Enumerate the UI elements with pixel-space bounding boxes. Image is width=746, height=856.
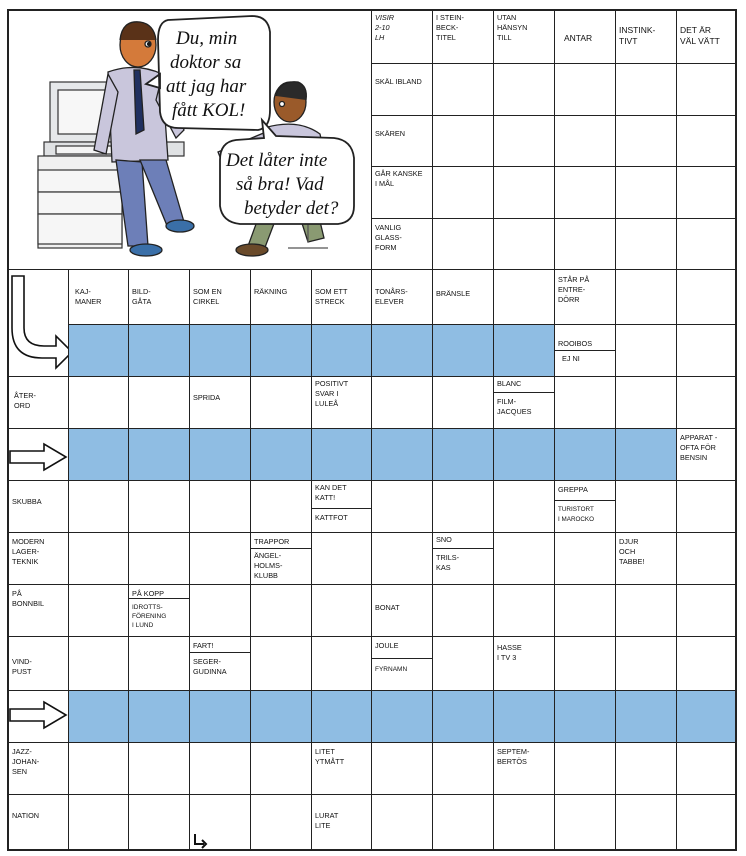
speech-doctor-line-3: att jag har bbox=[166, 76, 247, 97]
grid-cell[interactable] bbox=[615, 324, 677, 377]
clue-turistort: TURISTORT I MAROCKO bbox=[558, 506, 595, 523]
grid-cell[interactable] bbox=[128, 794, 190, 851]
grid-cell[interactable] bbox=[554, 690, 616, 743]
clue-djur-och-tabbe: DJUR OCH TABBE! bbox=[619, 537, 645, 566]
clue-fyrnamn: FYRNAMN bbox=[375, 666, 408, 673]
clue-kajmaner: KAJ- MANER bbox=[75, 287, 102, 306]
grid-cell[interactable] bbox=[432, 428, 494, 481]
clue-septembertos: SEPTEM- BERTÖS bbox=[497, 747, 530, 766]
grid-cell[interactable] bbox=[615, 63, 677, 116]
speech-doctor-line-2: doktor sa bbox=[170, 52, 242, 73]
separator-greppa bbox=[554, 500, 615, 501]
clue-sno: SNO bbox=[436, 535, 452, 544]
clue-visir: VISIR 2-10 LH bbox=[375, 13, 395, 42]
grid-cell[interactable] bbox=[311, 324, 372, 377]
clue-skubba: SKUBBA bbox=[12, 497, 42, 506]
grid-cell[interactable] bbox=[68, 324, 129, 377]
grid-cell[interactable] bbox=[432, 63, 494, 116]
grid-cell[interactable] bbox=[250, 428, 312, 481]
separator-pa-kopp bbox=[128, 598, 189, 599]
separator-sno bbox=[432, 548, 493, 549]
grid-cell[interactable] bbox=[311, 428, 372, 481]
speech-doctor-line-1: Du, min bbox=[176, 28, 238, 49]
grid-cell[interactable] bbox=[432, 218, 494, 270]
grid-cell[interactable] bbox=[128, 480, 190, 533]
grid-cell[interactable] bbox=[432, 324, 494, 377]
grid-cell[interactable] bbox=[615, 269, 677, 325]
grid-cell[interactable] bbox=[189, 532, 251, 585]
grid-cell[interactable] bbox=[68, 480, 129, 533]
grid-cell[interactable] bbox=[554, 63, 616, 116]
clue-rooibos: ROOIBOS bbox=[558, 339, 593, 348]
grid-cell[interactable] bbox=[311, 532, 372, 585]
clue-jazzjohansen: JAZZ- JOHAN- SEN bbox=[12, 747, 40, 776]
clue-kan-det-katt: KAN DET KATT! bbox=[315, 483, 347, 502]
clue-segergudinna: SEGER- GUDINNA bbox=[193, 657, 227, 676]
clue-pa-kopp: PÅ KOPP bbox=[132, 589, 165, 598]
grid-cell[interactable] bbox=[432, 794, 494, 851]
grid-cell[interactable] bbox=[676, 376, 737, 429]
grid-cell[interactable] bbox=[554, 636, 616, 691]
grid-cell[interactable] bbox=[554, 376, 616, 429]
grid-cell[interactable] bbox=[371, 324, 433, 377]
clue-antar: ANTAR bbox=[564, 33, 593, 43]
clue-som-en-cirkel: SOM EN CIRKEL bbox=[193, 287, 222, 306]
clue-vanlig-glassform: VANLIG GLASS- FORM bbox=[375, 223, 402, 252]
grid-cell[interactable] bbox=[432, 480, 494, 533]
grid-cell[interactable] bbox=[615, 376, 677, 429]
grid-cell[interactable] bbox=[371, 742, 433, 795]
grid-cell[interactable] bbox=[493, 63, 555, 116]
grid-cell[interactable] bbox=[493, 115, 555, 167]
grid-cell[interactable] bbox=[676, 636, 737, 691]
grid-cell[interactable] bbox=[250, 742, 312, 795]
clue-pa-bonnbil: PÅ BONNBIL bbox=[12, 589, 45, 608]
grid-cell[interactable] bbox=[676, 584, 737, 637]
grid-cell[interactable] bbox=[493, 584, 555, 637]
grid-cell[interactable] bbox=[554, 794, 616, 851]
grid-cell[interactable] bbox=[493, 690, 555, 743]
grid-cell[interactable] bbox=[128, 636, 190, 691]
grid-cell[interactable] bbox=[128, 324, 190, 377]
clue-utan-hansyn: UTAN HÄNSYN TILL bbox=[497, 13, 528, 42]
clue-positivt-svar: POSITIVT SVAR I LULEÅ bbox=[315, 379, 349, 408]
grid-cell[interactable] bbox=[68, 428, 129, 481]
grid-cell[interactable] bbox=[128, 428, 190, 481]
grid-cell[interactable] bbox=[250, 480, 312, 533]
grid-cell[interactable] bbox=[676, 324, 737, 377]
clue-bildgata: BILD- GÅTA bbox=[132, 287, 152, 306]
clue-joule: JOULE bbox=[375, 641, 399, 650]
clue-star-pa-entredorr: STÅR PÅ ENTRE- DÖRR bbox=[558, 275, 590, 304]
grid-cell[interactable] bbox=[68, 376, 129, 429]
grid-cell[interactable] bbox=[615, 166, 677, 219]
clue-filmjacques: FILM- JACQUES bbox=[497, 397, 532, 416]
grid-cell[interactable] bbox=[676, 166, 737, 219]
speech-doctor-line-4: fått KOL! bbox=[172, 100, 246, 121]
grid-cell[interactable] bbox=[676, 63, 737, 116]
grid-cell[interactable] bbox=[676, 115, 737, 167]
grid-cell[interactable] bbox=[68, 532, 129, 585]
grid-cell[interactable] bbox=[432, 742, 494, 795]
grid-cell[interactable] bbox=[615, 636, 677, 691]
grid-cell[interactable] bbox=[68, 636, 129, 691]
speech-reply-line-2: så bra! Vad bbox=[236, 174, 324, 195]
grid-cell[interactable] bbox=[189, 584, 251, 637]
grid-cell[interactable] bbox=[128, 376, 190, 429]
clue-litet-ytmatt: LITET YTMÅTT bbox=[315, 747, 345, 766]
clue-kattfot: KATTFOT bbox=[315, 513, 348, 522]
grid-cell[interactable] bbox=[311, 690, 372, 743]
grid-cell[interactable] bbox=[432, 690, 494, 743]
grid-cell[interactable] bbox=[432, 636, 494, 691]
clue-sprida: SPRIDA bbox=[193, 393, 221, 402]
clue-apparat: APPARAT - OFTA FÖR BENSIN bbox=[680, 433, 718, 462]
clue-lurat-lite: LURAT LITE bbox=[315, 811, 339, 830]
grid-cell[interactable] bbox=[676, 218, 737, 270]
grid-cell[interactable] bbox=[189, 324, 251, 377]
grid-cell[interactable] bbox=[68, 742, 129, 795]
grid-cell[interactable] bbox=[493, 218, 555, 270]
grid-cell[interactable] bbox=[68, 794, 129, 851]
clue-blanc: BLANC bbox=[497, 379, 522, 388]
grid-cell[interactable] bbox=[311, 584, 372, 637]
clue-skal-ibland: SKÄL IBLAND bbox=[375, 77, 422, 86]
grid-cell[interactable] bbox=[554, 532, 616, 585]
clue-ej-ni: EJ NI bbox=[562, 354, 580, 363]
grid-cell[interactable] bbox=[432, 584, 494, 637]
separator-blanc bbox=[493, 392, 554, 393]
clue-gar-kanske-i-mal: GÅR KANSKE I MÅL bbox=[375, 169, 423, 188]
grid-cell[interactable] bbox=[493, 324, 555, 377]
clue-modern-lagerteknik: MODERN LAGER- TEKNIK bbox=[12, 537, 45, 566]
separator-kattfot bbox=[311, 508, 372, 509]
grid-cell[interactable] bbox=[432, 376, 494, 429]
grid-cell[interactable] bbox=[189, 742, 251, 795]
grid-cell[interactable] bbox=[371, 690, 433, 743]
grid-cell[interactable] bbox=[493, 480, 555, 533]
grid-cell[interactable] bbox=[493, 532, 555, 585]
arrow-right-icon-row-13 bbox=[8, 700, 68, 730]
clue-skaren: SKÄREN bbox=[375, 129, 406, 138]
separator-fart bbox=[189, 652, 250, 653]
grid-cell[interactable] bbox=[676, 742, 737, 795]
separator-joule bbox=[371, 658, 432, 659]
grid-cell[interactable] bbox=[128, 532, 190, 585]
grid-cell[interactable] bbox=[676, 269, 737, 325]
grid-cell[interactable] bbox=[432, 166, 494, 219]
grid-cell[interactable] bbox=[554, 428, 616, 481]
grid-cell[interactable] bbox=[371, 480, 433, 533]
clue-instinktivt: INSTINK- TIVT bbox=[619, 25, 656, 46]
grid-cell[interactable] bbox=[493, 794, 555, 851]
grid-cell[interactable] bbox=[676, 480, 737, 533]
clue-som-ett-streck: SOM ETT STRECK bbox=[315, 287, 348, 306]
clue-i-steinbeck: I STEIN- BECK- TITEL bbox=[436, 13, 464, 42]
grid-cell[interactable] bbox=[554, 218, 616, 270]
grid-cell[interactable] bbox=[615, 428, 677, 481]
grid-cell[interactable] bbox=[615, 584, 677, 637]
clue-bransle: BRÄNSLE bbox=[436, 289, 471, 298]
grid-cell[interactable] bbox=[250, 690, 312, 743]
grid-cell[interactable] bbox=[189, 690, 251, 743]
grid-cell[interactable] bbox=[615, 115, 677, 167]
clue-trilskas: TRILS- KAS bbox=[436, 553, 460, 572]
grid-cell[interactable] bbox=[189, 480, 251, 533]
grid-cell[interactable] bbox=[371, 428, 433, 481]
clue-fart: FART! bbox=[193, 641, 214, 650]
clue-nation: NATION bbox=[12, 811, 40, 820]
grid-cell[interactable] bbox=[615, 480, 677, 533]
grid-cell[interactable] bbox=[250, 584, 312, 637]
grid-cell[interactable] bbox=[615, 742, 677, 795]
grid-cell[interactable] bbox=[371, 532, 433, 585]
clue-hasse-i-tv3: HASSE I TV 3 bbox=[497, 643, 522, 662]
picture-cell bbox=[8, 10, 372, 270]
small-corner-arrow-icon bbox=[192, 832, 210, 850]
grid-cell[interactable] bbox=[189, 428, 251, 481]
clue-angelholmsklubb: ÄNGEL- HOLMS- KLUBB bbox=[254, 551, 283, 580]
speech-reply-line-1: Det låter inte bbox=[226, 150, 328, 171]
arrow-right-icon-row-8 bbox=[8, 442, 68, 472]
grid-cell[interactable] bbox=[615, 218, 677, 270]
grid-cell[interactable] bbox=[311, 636, 372, 691]
clue-greppa: GREPPA bbox=[558, 485, 588, 494]
grid-cell[interactable] bbox=[250, 376, 312, 429]
grid-cell[interactable] bbox=[493, 269, 555, 325]
clue-vindpust: VIND- PUST bbox=[12, 657, 32, 676]
grid-cell[interactable] bbox=[615, 690, 677, 743]
grid-cell[interactable] bbox=[68, 690, 129, 743]
grid-cell[interactable] bbox=[676, 532, 737, 585]
clue-idrottsforening: IDROTTS- FÖRENING I LUND bbox=[132, 604, 167, 629]
grid-cell[interactable] bbox=[493, 166, 555, 219]
grid-cell[interactable] bbox=[371, 376, 433, 429]
clue-trappor: TRAPPOR bbox=[254, 537, 290, 546]
grid-cell[interactable] bbox=[676, 690, 737, 743]
grid-cell[interactable] bbox=[68, 584, 129, 637]
grid-cell[interactable] bbox=[676, 794, 737, 851]
speech-reply-line-3: betyder det? bbox=[244, 198, 339, 219]
grid-cell[interactable] bbox=[128, 742, 190, 795]
curved-arrow-icon bbox=[10, 272, 68, 370]
grid-cell[interactable] bbox=[554, 115, 616, 167]
grid-cell[interactable] bbox=[128, 690, 190, 743]
grid-cell[interactable] bbox=[615, 794, 677, 851]
grid-cell[interactable] bbox=[250, 636, 312, 691]
grid-cell[interactable] bbox=[554, 742, 616, 795]
clue-aterord: ÅTER- ORD bbox=[14, 391, 36, 410]
clue-bonat: BONAT bbox=[375, 603, 400, 612]
clue-det-ar-val-vatt: DET ÄR VÄL VÄTT bbox=[680, 25, 720, 46]
grid-cell[interactable] bbox=[493, 428, 555, 481]
clue-rakning: RÄKNING bbox=[254, 287, 288, 296]
grid-cell[interactable] bbox=[371, 794, 433, 851]
grid-cell[interactable] bbox=[250, 794, 312, 851]
grid-cell[interactable] bbox=[554, 584, 616, 637]
clue-tonarselever: TONÅRS- ELEVER bbox=[375, 287, 408, 306]
grid-cell[interactable] bbox=[250, 324, 312, 377]
grid-cell[interactable] bbox=[554, 166, 616, 219]
grid-cell[interactable] bbox=[432, 115, 494, 167]
